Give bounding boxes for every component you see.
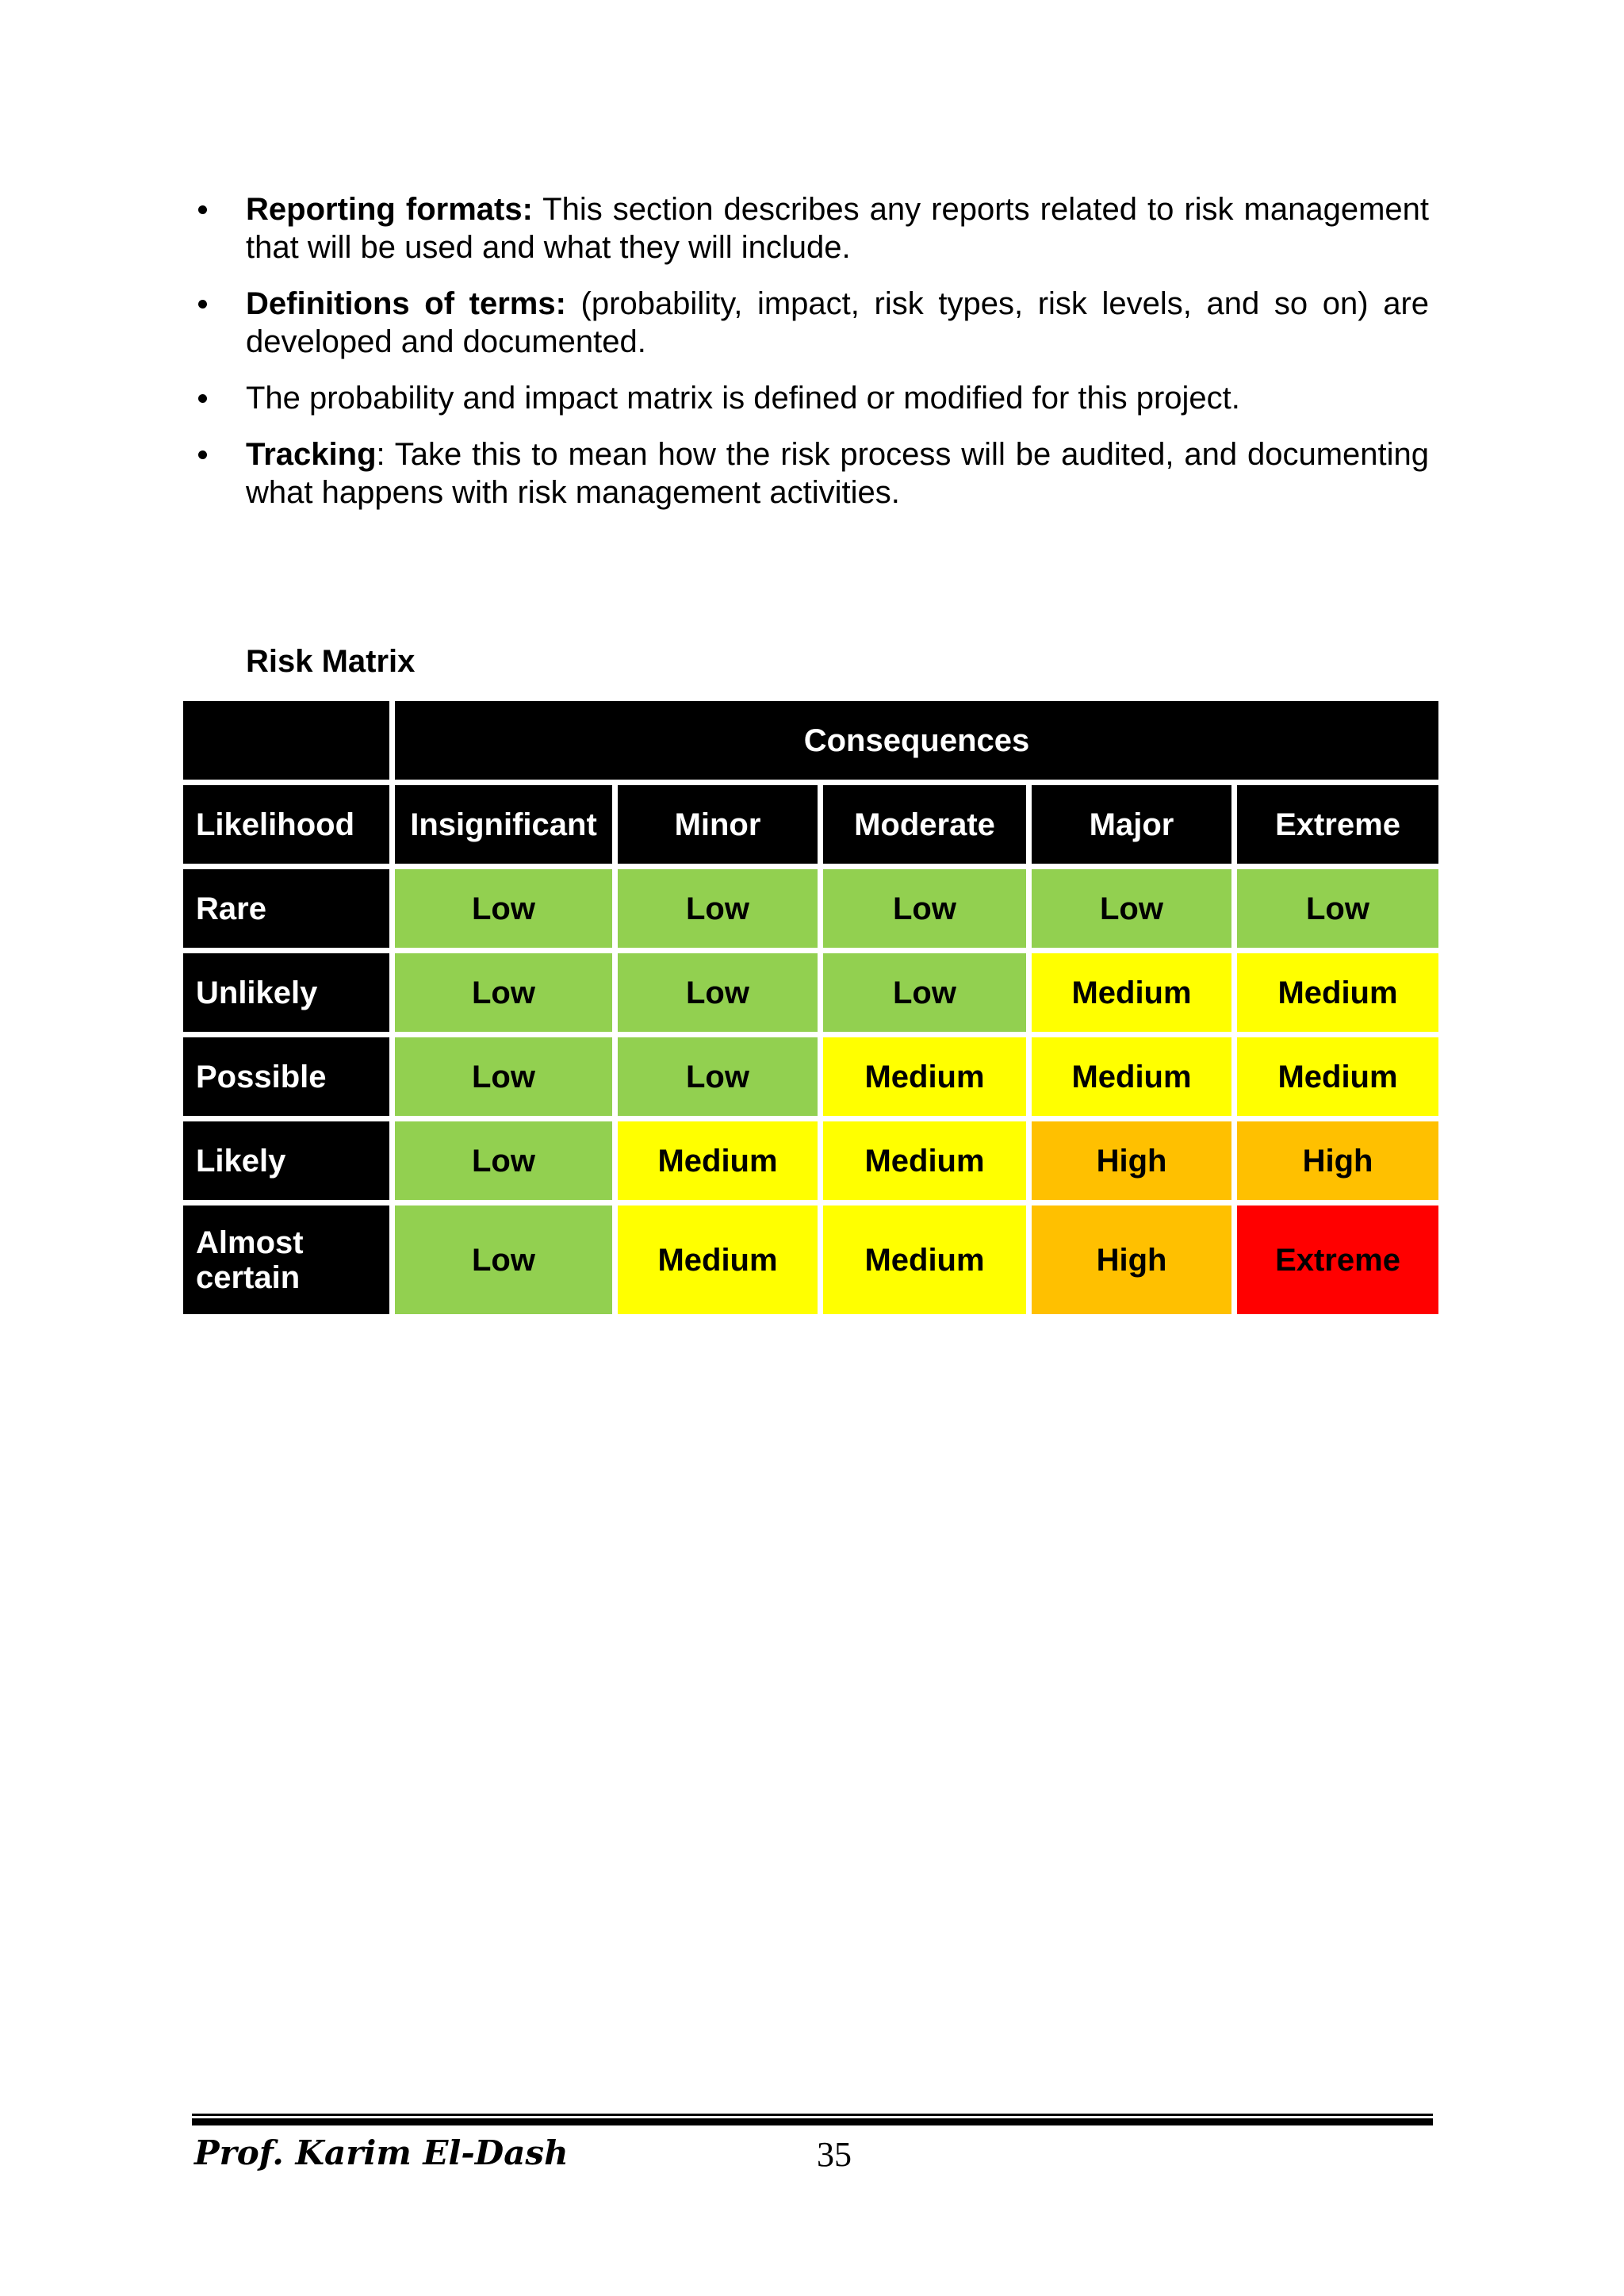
table-row-possible xyxy=(183,1037,1438,1116)
risk-cell: Low xyxy=(395,1037,612,1116)
footer-rule-thick xyxy=(192,2118,1433,2125)
bullet-dot-icon xyxy=(198,300,207,309)
column-header-minor: Minor xyxy=(618,785,818,864)
risk-cell: Low xyxy=(395,953,612,1032)
column-header-major: Major xyxy=(1032,785,1231,864)
footer-rule-thin xyxy=(192,2114,1433,2116)
row-header-unlikely: Unlikely xyxy=(183,953,389,1032)
bullet-text: This section describes any reports related to risk management that will be used and what they will include. xyxy=(246,192,1430,265)
corner-cell xyxy=(183,701,389,780)
risk-cell: Low xyxy=(1032,869,1231,948)
bullet-dot-icon xyxy=(198,205,207,214)
row-header-possible: Possible xyxy=(183,1037,389,1116)
risk-cell: Low xyxy=(618,869,818,948)
risk-cell: Low xyxy=(823,953,1026,1032)
risk-cell: Medium xyxy=(618,1205,818,1314)
table-header-row-columns xyxy=(183,785,1438,864)
table-row-likely xyxy=(183,1121,1438,1200)
bullet-item-matrix xyxy=(198,379,1429,417)
bullet-lead: Definitions of terms: xyxy=(246,286,566,321)
table-row-almost-certain xyxy=(183,1205,1438,1314)
table-row-unlikely xyxy=(183,953,1438,1032)
bullet-text: : Take this to mean how the risk process will be audited, and documenting what happens with risk management activities. xyxy=(246,437,1429,510)
risk-cell: Medium xyxy=(1237,953,1438,1032)
risk-cell: Medium xyxy=(823,1037,1026,1116)
risk-cell: High xyxy=(1237,1121,1438,1200)
column-header-moderate: Moderate xyxy=(823,785,1026,864)
table-header-row-consequences xyxy=(183,701,1438,780)
risk-cell: Low xyxy=(395,1121,612,1200)
consequences-header: Consequences xyxy=(395,701,1438,780)
footer-author: Prof. Karim El-Dash xyxy=(194,2133,569,2172)
column-header-extreme: Extreme xyxy=(1237,785,1438,864)
bullet-item-definitions xyxy=(198,285,1429,361)
risk-cell: Low xyxy=(395,1205,612,1314)
risk-matrix-table xyxy=(178,696,1444,1320)
risk-cell: Low xyxy=(618,1037,818,1116)
risk-cell: Medium xyxy=(618,1121,818,1200)
risk-cell: Low xyxy=(823,869,1026,948)
bullet-text: The probability and impact matrix is defined or modified for this project. xyxy=(246,381,1240,416)
bullet-list xyxy=(198,190,1429,530)
risk-cell: Low xyxy=(618,953,818,1032)
row-header-rare: Rare xyxy=(183,869,389,948)
risk-cell: Medium xyxy=(823,1205,1026,1314)
risk-cell: Medium xyxy=(1237,1037,1438,1116)
risk-cell: Low xyxy=(395,869,612,948)
table-row-rare xyxy=(183,869,1438,948)
risk-cell: High xyxy=(1032,1121,1231,1200)
risk-cell: High xyxy=(1032,1205,1231,1314)
risk-cell: Medium xyxy=(1032,1037,1231,1116)
bullet-text: (probability, impact, risk types, risk levels, and so on) are developed and documented. xyxy=(246,286,1430,359)
bullet-dot-icon xyxy=(198,394,207,403)
bullet-item-tracking xyxy=(198,435,1429,512)
page-number: 35 xyxy=(817,2135,852,2174)
risk-cell: Low xyxy=(1237,869,1438,948)
likelihood-header: Likelihood xyxy=(183,785,389,864)
risk-matrix-title: Risk Matrix xyxy=(246,644,416,679)
column-header-insignificant: Insignificant xyxy=(395,785,612,864)
bullet-item-reporting-formats xyxy=(198,190,1429,266)
risk-cell: Medium xyxy=(823,1121,1026,1200)
bullet-dot-icon xyxy=(198,450,207,459)
risk-cell: Extreme xyxy=(1237,1205,1438,1314)
risk-cell: Medium xyxy=(1032,953,1231,1032)
row-header-likely: Likely xyxy=(183,1121,389,1200)
bullet-lead: Tracking xyxy=(246,437,377,472)
row-header-almost-certain: Almost certain xyxy=(183,1205,389,1314)
bullet-lead: Reporting formats: xyxy=(246,192,533,227)
